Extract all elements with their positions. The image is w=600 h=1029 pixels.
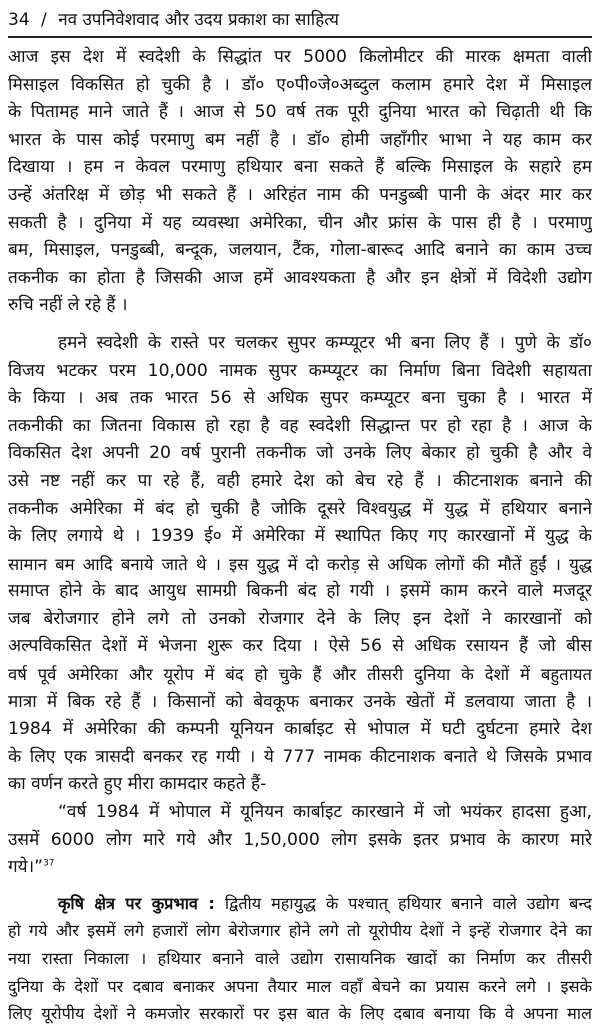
text-line: जब बेरोजगार होने लगे तो उनको रोजगार देने के लिए इन देशों ने कारखानों को — [8, 608, 592, 629]
quote-line: “वर्ष 1984 में भोपाल में यूनियन कार्बाइट कारखाने में जो भयंकर हादसा हुआ, — [58, 802, 592, 823]
text-line: भारत के पास कोई परमाणु बम नहीं है । डॉ० होमी जहाँगीर भाभा ने यह काम कर — [8, 129, 592, 150]
block-quote — [8, 799, 592, 882]
text-line: दिखाया । हम न केवल परमाणु हथियार बना सकते हैं बल्कि मिसाइल के सहारे हम — [8, 157, 592, 178]
body-text — [8, 44, 592, 1028]
page-number: 34 — [8, 10, 30, 30]
text-line: उन्हें अंतरिक्ष में छोड़ भी सकते हैं । अरिहंत नाम की पनडुब्बी पानी के अंदर मार कर — [8, 184, 592, 205]
book-title: नव उपनिवेशवाद और उदय प्रकाश का साहित्य — [58, 10, 340, 30]
quote-text: गये।” — [8, 857, 44, 878]
text-line: के किया । अब तक भारत 56 से अधिक सुपर कम्प्यूटर बना चुका है । भारत में — [8, 388, 592, 409]
text-line: तकनीक का होता है जिसकी आज हमें आवश्यकता है और इन क्षेत्रों में विदेशी उद्योग — [8, 267, 592, 288]
text-line: उसे नष्ट नहीं कर पा रहे हैं, वही हमारे देश को बेच रहे हैं । कीटनाशक बनाने की — [8, 470, 592, 491]
header-separator: / — [41, 10, 47, 30]
quote-line: उसमें 6000 लोग मारे गये और 1,50,000 लोग इसके इतर प्रभाव के कारण मारे — [8, 829, 592, 850]
text-line: का वर्णन करते हुए मीरा कामदार कहते हैं- — [8, 774, 267, 795]
text-line — [8, 890, 592, 918]
text-line: के लिए लगाये थे । 1939 ई० में अमेरिका में स्थापित किए गए कारखानों में युद्ध के — [8, 526, 592, 547]
text-line: वर्ष पूर्व अमेरिका और यूरोप में बंद हो चुके हैं और तीसरी दुनिया के देशों में बहुतायत — [8, 665, 592, 685]
text-line: के लिए एक त्रासदी बनकर रह गयी । ये 777 नामक कीटनाशक बनाते थे जिसके प्रभाव — [8, 746, 592, 767]
text-line: सकती है । दुनिया में यह व्यवस्था अमेरिका, चीन और फ्रांस के पास ही है । परमाणु — [8, 212, 592, 233]
text-line: मिसाइल विकसित हो चुकी है । डॉ० ए०पी०जे०अब्दुल कलाम हमारे देश में मिसाइल — [8, 74, 592, 95]
text-line: विकसित देश अपनी 20 वर्ष पुरानी तकनीक जो उनके लिए बेकार हो चुकी है और वे — [8, 443, 592, 464]
text-line: रुचि नहीं ले रहे हैं । — [8, 295, 128, 316]
text-line: तकनीक अमेरिका में बंद हो चुकी है जोकि दूसरे विश्वयुद्ध में युद्ध में हथियार बनाने — [8, 498, 592, 519]
text-line: लिए यूरोपीय देशों ने कमजोर सरकारों पर इस बात के लिए दबाव बनाया कि वे अपना माल — [8, 1004, 592, 1024]
text-line: विजय भटकर परम 10,000 नामक सुपर कम्प्यूटर का निर्माण बिना विदेशी सहायता — [8, 360, 592, 381]
text-line: मात्रा में बिक रहे हैं । किसानों को बेवकूफ बनाकर उनके खेतों में डलवाया जाता है । — [8, 691, 592, 712]
text-line: समाप्त होने के बाद आयुध सामग्री बिकनी बंद हो गयी । इसमें काम करने वाले मजदूर — [8, 581, 592, 602]
text-line: हो गये और इसमें लगे हजारों लोग बेरोजगार होने लगे तो यूरोपीय देशों ने इन्हें रोजगार देने का — [8, 921, 592, 941]
text-line: आज इस देश में स्वदेशी के सिद्धांत पर 5000 किलोमीटर की मारक क्षमता वाली — [8, 47, 592, 67]
footnote-marker: 37 — [43, 858, 55, 869]
section-heading: कृषि क्षेत्र पर कुप्रभाव : — [58, 893, 215, 913]
text-line: दुनिया के देशों पर दबाव बनाकर अपना तैयार माल वहाँ बेचने का प्रयास करने लगे । इसके — [8, 976, 592, 996]
paragraph — [8, 44, 592, 320]
text-line: 1984 में अमेरिका की कम्पनी यूनियन कार्बाइट से भोपाल में घटी दुर्घटना हमारे देश — [8, 719, 592, 740]
text-line: नया रास्ता निकाला । हथियार बनाने वाले उद्योग रासायनिक खादों का निर्माण कर तीसरी — [8, 949, 592, 968]
text-line: सामान बम आदि बनाये जाते थे । इस युद्ध में दो करोड़ से अधिक लोगों की मौतें हुईं । युद्ध — [8, 554, 592, 574]
paragraph — [8, 330, 592, 799]
quote-line-last — [8, 854, 592, 882]
text-line: अल्पविकसित देशों में भेजना शुरू कर दिया । ऐसे 56 से अधिक रसायन हैं जो बीस — [8, 636, 592, 657]
text-line: हमने स्वदेशी के रास्ते पर चलकर सुपर कम्प्यूटर भी बना लिए हैं । पुणे के डॉ० — [58, 332, 592, 353]
text-line: बम, मिसाइल, पनडुब्बी, बन्दूक, जलयान, टैंक, गोला-बारूद आदि बनाने का काम उच्च — [8, 240, 592, 261]
text-line: के पितामह माने जाते हैं । आज से 50 वर्ष तक पूरी दुनिया भारत को चिढ़ाती थी कि — [8, 102, 592, 123]
text-line: तकनीकी का जितना विकास हो रहा है वह स्वदेशी सिद्धान्त पर हो रहा है । आज के — [8, 415, 592, 436]
paragraph — [8, 890, 592, 1028]
running-header — [8, 6, 592, 34]
header-rule — [8, 36, 592, 38]
text-span: द्वितीय महायुद्ध के पश्चात् हथियार बनाने वाले उद्योग बन्द — [224, 893, 592, 913]
